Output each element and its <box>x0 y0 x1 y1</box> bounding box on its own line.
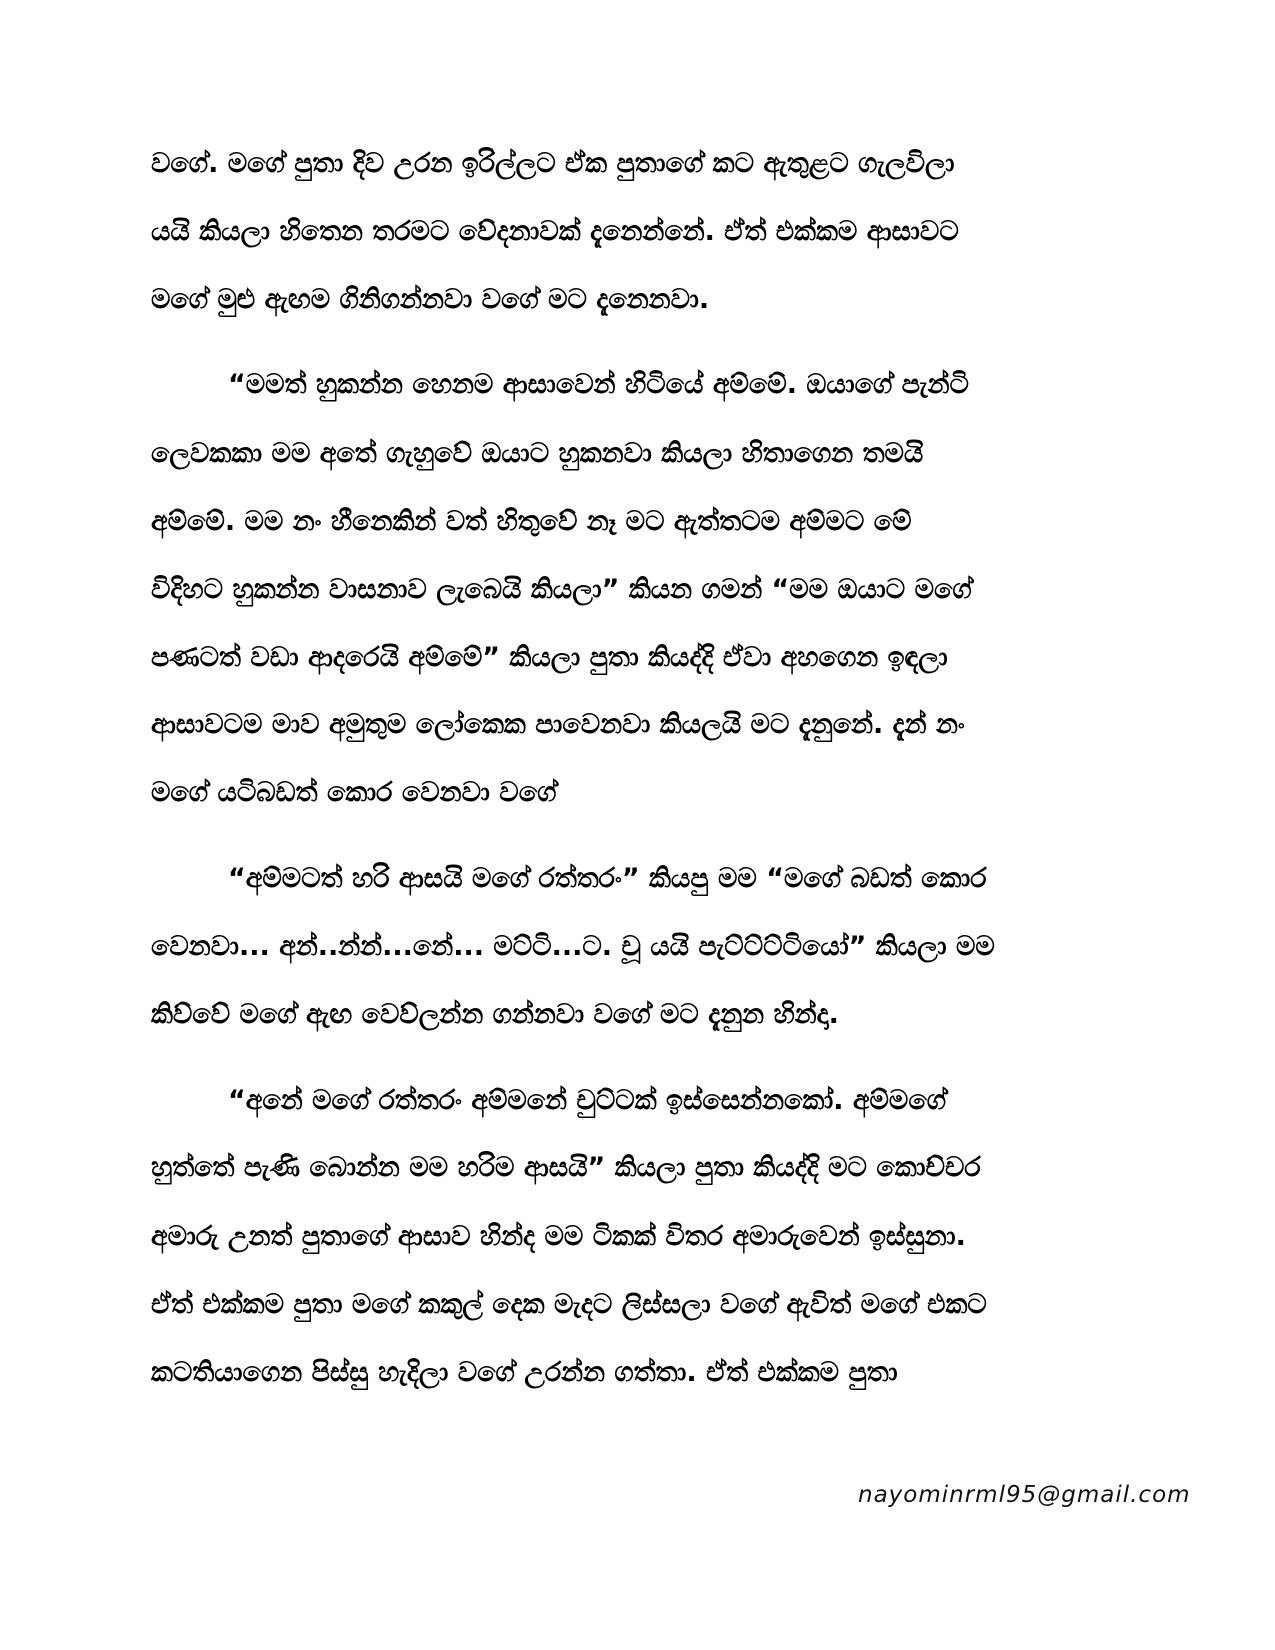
text-line: පණටත් වඩා ආදරෙයි අම්මේ” කියලා පුතා කියද්දි ඒවා අහගෙන ඉඳලා <box>151 642 948 673</box>
text-line: අමාරු උනත් පුතාගේ ආසාව හින්ද මම ටිකක් විතර අමාරුවෙන් ඉස්සුනා. <box>151 1221 966 1252</box>
text-line: මගේ මුළු ඇඟම ගිනිගන්නවා වගේ මට දැනෙනවා. <box>151 284 710 315</box>
text-line: යයි කියලා හිතෙන තරමට වේදනාවක් දැනෙන්නේ. ඒත් එක්කම ආසාවට <box>151 216 959 247</box>
paragraph-first-line: “මමත් හුකන්න හෙනම ආසාවෙන් හිටියේ අම්මේ. ඔයාගේ පැන්ටි <box>228 369 969 400</box>
footer-email: nayominrml95@gmail.com <box>858 1482 1191 1508</box>
text-line: ඒත් එක්කම පුතා මගේ කකුල් දෙක මැදට ලිස්සලා වගේ ඇවිත් මගේ එකට <box>151 1289 987 1320</box>
text-line: හුත්තේ පැණි බොන්න මම හරිම ආසයි” කියලා පුතා කියද්දි මට කොච්චර <box>151 1152 981 1183</box>
text-line: අම්මේ. මම නං හීනෙකින් වත් හිතුවේ නෑ මට ඇත්තටම අම්මට මේ <box>151 506 912 537</box>
text-line: වගේ. මගේ පුතා දිව උරන ඉරිල්ලට ඒක පුතාගේ කට ඇතුළට ගැලවිලා <box>151 148 955 179</box>
text-line: ආසාවටම මාව අමුතුම ලෝකෙක පාවෙනවා කියලයි මට දැනුනේ. දැන් නං <box>151 709 965 740</box>
text-line: මගේ යටිබඩත් කොර වෙනවා වගේ <box>151 777 557 808</box>
text-line: ලෙවකකා මම අතේ ගැහුවේ ඔයාට හුකනවා කියලා හිතාගෙන තමයි <box>151 438 924 469</box>
text-line: විදිහට හුකන්න වාසනාව ලැබෙයි කියලා” කියන ගමන් “මම ඔයාට මගේ <box>151 574 972 605</box>
text-line: වෙනවා... අන්..න්න්...නේ... මට්ටි...ට. චූ යයි පැට්ට්ට්ටියෝ” කියලා මම <box>151 931 995 962</box>
paragraph-first-line: “අනේ මගේ රත්තරං අම්මනේ චුට්ටක් ඉස්සෙන්නකෝ. අම්මගේ <box>228 1085 947 1116</box>
text-line: කිව්වේ මගේ ඇඟ වෙව්ලන්න ගන්නවා වගේ මට දැනුන හින්දා. <box>151 999 839 1030</box>
text-line: කටතියාගෙන පිස්සු හැදිලා වගේ උරන්න ගත්තා. ඒත් එක්කම පුතා <box>151 1357 898 1388</box>
paragraph-first-line: “අම්මටත් හරි ආසයි මගේ රත්තරං” කියපු මම “මගේ බඩත් කොර <box>228 863 987 894</box>
